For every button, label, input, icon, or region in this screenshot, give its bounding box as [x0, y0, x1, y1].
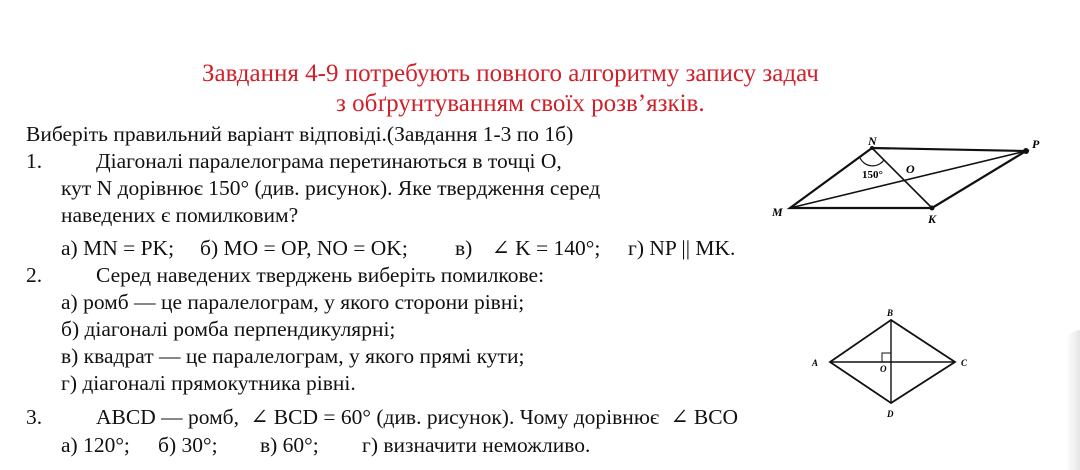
label-n: N	[868, 134, 877, 148]
point-k	[930, 206, 935, 211]
q2-option-a: а) ромб — це паралелограм, у якого сторони рівні;	[61, 290, 525, 314]
q2-option-b: б) діагоналі ромба перпендикулярні;	[61, 317, 396, 341]
q1-option-c-prefix: в)	[455, 236, 473, 260]
q1-option-d: г) NP || MK.	[628, 236, 736, 260]
label-o: O	[906, 162, 915, 176]
q2-number: 2.	[26, 263, 43, 287]
right-angle-mark	[882, 353, 891, 362]
angle-icon: ∠	[250, 405, 269, 429]
angle-icon: ∠	[491, 236, 510, 260]
label-b: B	[887, 308, 894, 318]
point-p	[1023, 148, 1029, 154]
page-edge-shadow	[1066, 330, 1080, 470]
q3-option-b: б) 30°;	[158, 433, 218, 457]
label-a: A	[812, 358, 819, 368]
label-o-rhombus: O	[880, 364, 887, 374]
label-angle-150: 150°	[862, 169, 883, 181]
q3-text	[96, 405, 738, 430]
q3-option-c: в) 60°;	[260, 433, 319, 457]
q3-number: 3.	[26, 405, 43, 429]
label-p: P	[1032, 137, 1040, 151]
q3-option-d: г) визначити неможливо.	[362, 433, 591, 457]
q1-option-a: а) MN = PK;	[61, 236, 175, 260]
q2-option-d: г) діагоналі прямокутника рівні.	[61, 371, 356, 395]
angle-icon: ∠	[670, 405, 689, 429]
diagonal-mp	[790, 151, 1026, 208]
parallelogram-figure	[760, 128, 1050, 228]
header-title-line2: з обґрунтуванням своїх розв’язків.	[336, 90, 705, 117]
q3-text-part1: ABCD — ромб,	[96, 405, 239, 429]
label-m: M	[772, 205, 783, 219]
q3-text-part2: BCD = 60° (див. рисунок). Чому дорівнює	[273, 405, 660, 429]
instructions: Виберіть правильний варіант відповіді.(Завдання 1-3 по 1б)	[26, 122, 574, 146]
q2-option-c: в) квадрат — це паралелограм, у якого прямі кути;	[61, 344, 525, 368]
q1-text-line3: наведених є помилковим?	[61, 203, 299, 227]
angle-arc	[860, 158, 884, 166]
q1-number: 1.	[26, 149, 43, 173]
label-c: C	[961, 358, 968, 368]
label-d: D	[887, 409, 894, 419]
q1-option-c-text: K = 140°;	[515, 236, 601, 260]
header-title-line1: Завдання 4-9 потребують повного алгоритму запису задач	[202, 60, 819, 87]
q3-text-part3: BCO	[693, 405, 739, 429]
q1-text-line1: Діагоналі паралелограма перетинаються в точці O,	[96, 149, 562, 173]
q3-option-a: а) 120°;	[61, 433, 130, 457]
q1-option-b: б) MO = OP, NO = OK;	[200, 236, 408, 260]
rhombus-figure	[800, 300, 980, 425]
label-k: K	[928, 212, 937, 226]
q1-text-line2: кут N дорівнює 150° (див. рисунок). Яке твердження серед	[61, 176, 601, 200]
q1-option-c	[455, 236, 600, 261]
q2-text: Серед наведених тверджень виберіть помилкове:	[96, 263, 545, 287]
